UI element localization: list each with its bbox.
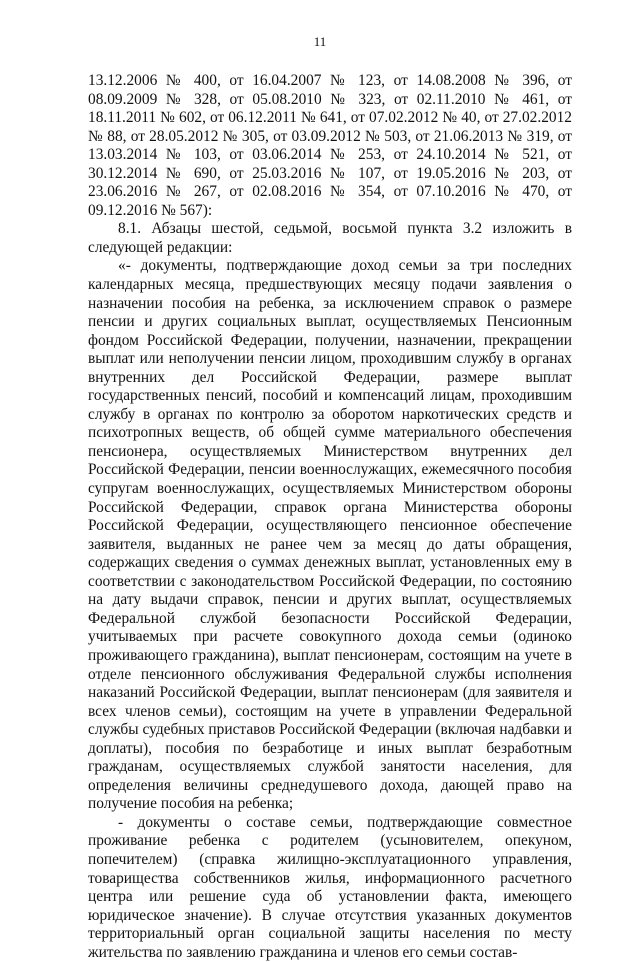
- paragraph-amendment-dates: 13.12.2006 № 400, от 16.04.2007 № 123, от 14.08.2008 № 396, от 08.09.2009 № 328, от 05.08.2010 № 323, от 02.11.2010 № 461, от 18.11.2011 № 602, от 06.12.2011 № 641, от 07.02.2012 № 40, от 27.02.2012 № 88, от 28.05.2012 № 305, от 03.09.2012 № 503, от 21.06.2013 № 319, от 13.03.2014 № 103, от 03.06.2014 № 253, от 24.10.2014 № 521, от 30.12.2014 № 690, от 25.03.2016 № 107, от 19.05.2016 № 203, от 23.06.2016 № 267, от 02.08.2016 № 354, от 07.10.2016 № 470, от 09.12.2016 № 567):: [88, 72, 572, 219]
- page-number: 11: [313, 34, 327, 49]
- paragraph-item-8-1: 8.1. Абзацы шестой, седьмой, восьмой пункта 3.2 изложить в следующей редакции:: [88, 220, 572, 256]
- paragraph-income-documents: «- документы, подтверждающие доход семьи за три последних календарных месяца, предшествующих месяцу подачи заявления о назначении пособия на ребенка, за исключением справок о размере пенсии и других социальных выплат, осуществляемых Пенсионным фондом Российской Федерации, получении, назначении, прекращении выплат или неполучении пенсии лицом, проходившим службу в органах внутренних дел Российской Федерации, размере выплат государственных пенсий, пособий и компенсаций лицам, проходившим службу в органах по контролю за оборотом наркотических средств и психотропных веществ, об общей сумме материального обеспечения пенсионера, осуществляемых Министерством внутренних дел Российской Федерации, пенсии военнослужащих, ежемесячного пособия супругам военнослужащих, осуществляемых Министерством обороны Российской Федерации, справок органа Министерства обороны Российской Федерации, осуществляющего пенсионное обеспечение заявителя, выданных не ранее чем за месяц до даты обращения, содержащих сведения о суммах денежных выплат, установленных ему в соответствии с законодательством Российской Федерации, по состоянию на дату выдачи справок, пенсии и других выплат, осуществляемых Федеральной службой безопасности Российской Федерации, учитываемых при расчете совокупного дохода семьи (одиноко проживающего гражданина), выплат пенсионерам, состоящим на учете в отделе пенсионного обслуживания Федеральной службы исполнения наказаний Российской Федерации, выплат пенсионерам (для заявителя и всех членов семьи), состоящим на учете в управлении Федеральной службы судебных приставов Российской Федерации (включая надбавки и доплаты), пособия по безработице и иных выплат безработным гражданам, осуществляемых службой занятости населения, для определения величины среднедушевого дохода, дающей право на получение пособия на ребенка;: [88, 257, 572, 813]
- document-body: [88, 72, 572, 962]
- paragraph-family-documents: - документы о составе семьи, подтверждающие совместное проживание ребенка с родителем (усыновителем, опекуном, попечителем) (справка жилищно-эксплуатационного управления, товарищества собственников жилья, информационного расчетного центра или решение суда об установлении факта, имеющего юридическое значение). В случае отсутствия указанных документов территориальный орган социальной защиты населения по месту жительства по заявлению гражданина и членов его семьи состав-: [88, 813, 572, 961]
